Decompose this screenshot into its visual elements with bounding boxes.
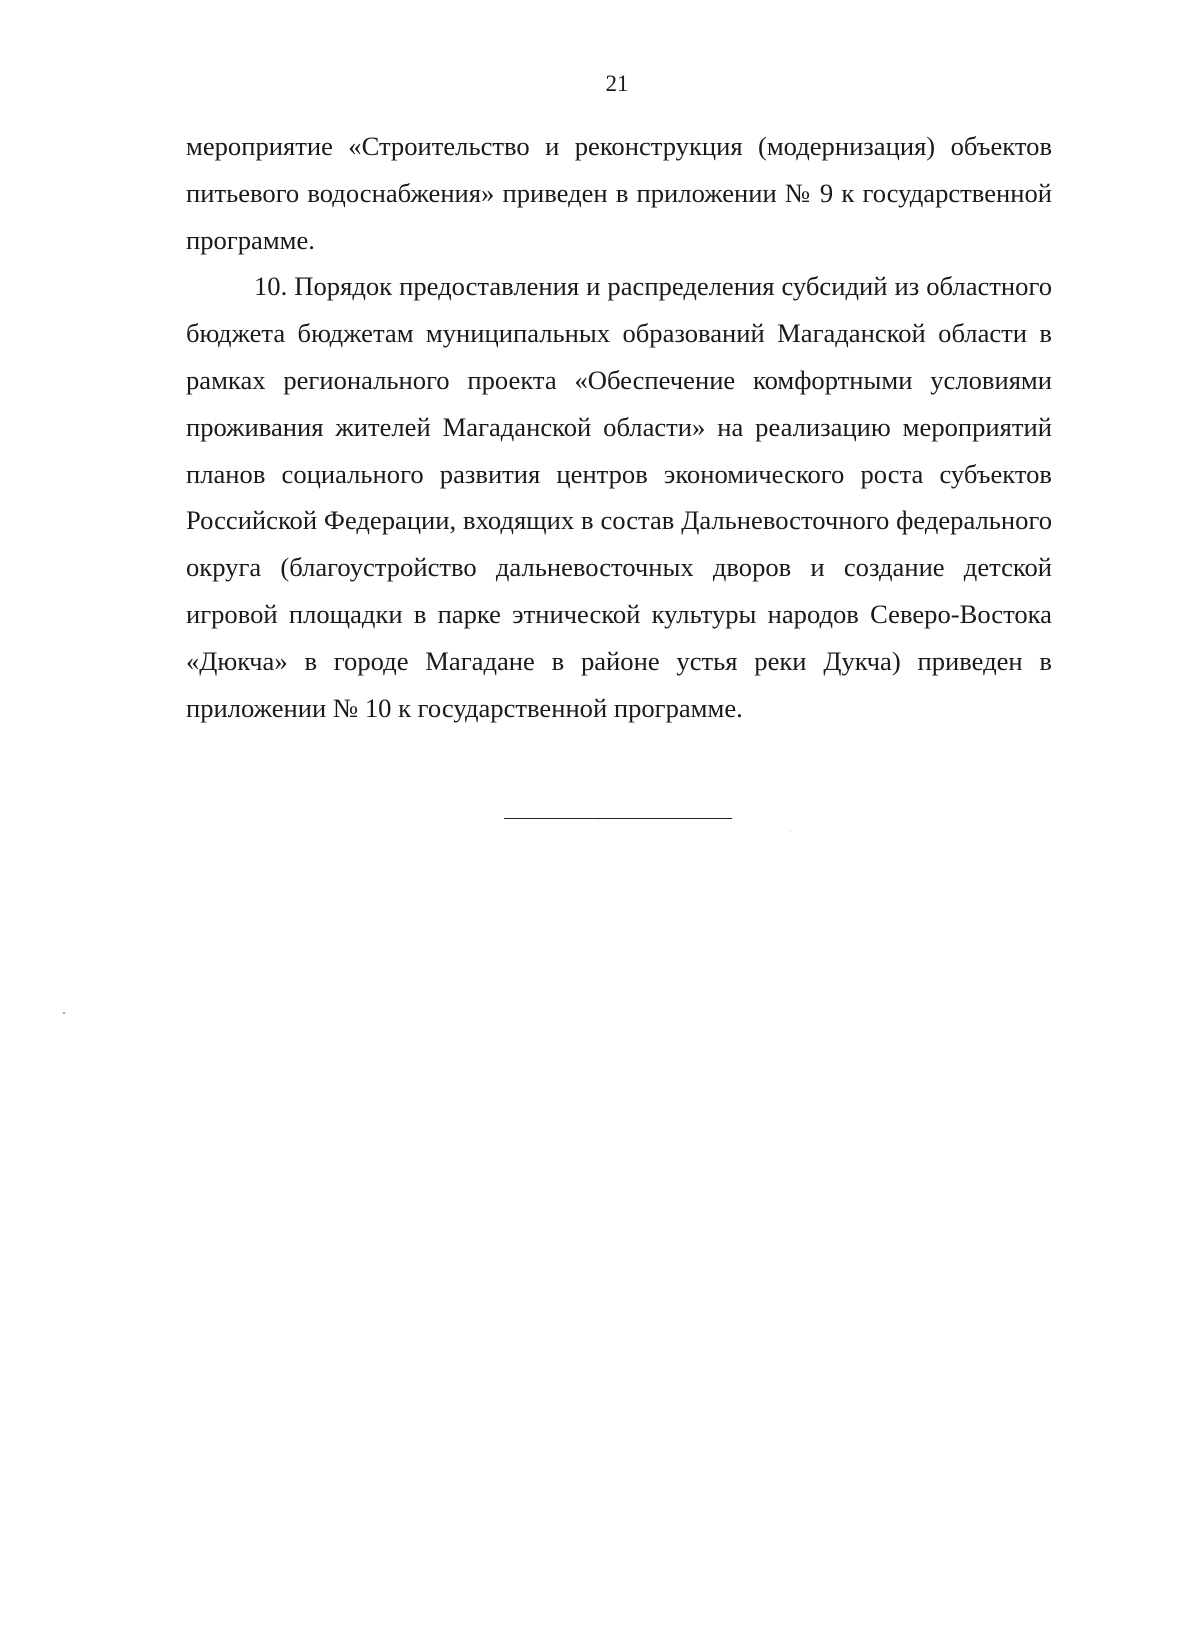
page-number: 21 [605, 71, 629, 96]
scan-speck [790, 831, 791, 832]
end-of-text-rule [504, 818, 732, 819]
scan-speck [63, 1012, 65, 1014]
document-body [186, 123, 1052, 731]
paragraph-continuation: мероприятие «Строительство и реконструкция (модернизация) объектов питьевого водоснабжения» приведен в приложении № 9 к государственной программе. [186, 131, 1052, 255]
scan-speck [598, 821, 599, 822]
paragraph-item-10: 10. Порядок предоставления и распределения субсидий из областного бюджета бюджетам муниципальных образований Магаданской области в рамках регионального проекта «Обеспечение комфортными условиями проживания жителей Магаданской области» на реализацию мероприятий планов социального развития центров экономического роста субъектов Российской Федерации, входящих в состав Дальневосточного федерального округа (благоустройство дальневосточных дворов и создание детской игровой площадки в парке этнической культуры народов Северо-Востока «Дюкча» в городе Магадане в районе устья реки Дукча) приведен в приложении № 10 к государственной программе. [186, 271, 1052, 723]
